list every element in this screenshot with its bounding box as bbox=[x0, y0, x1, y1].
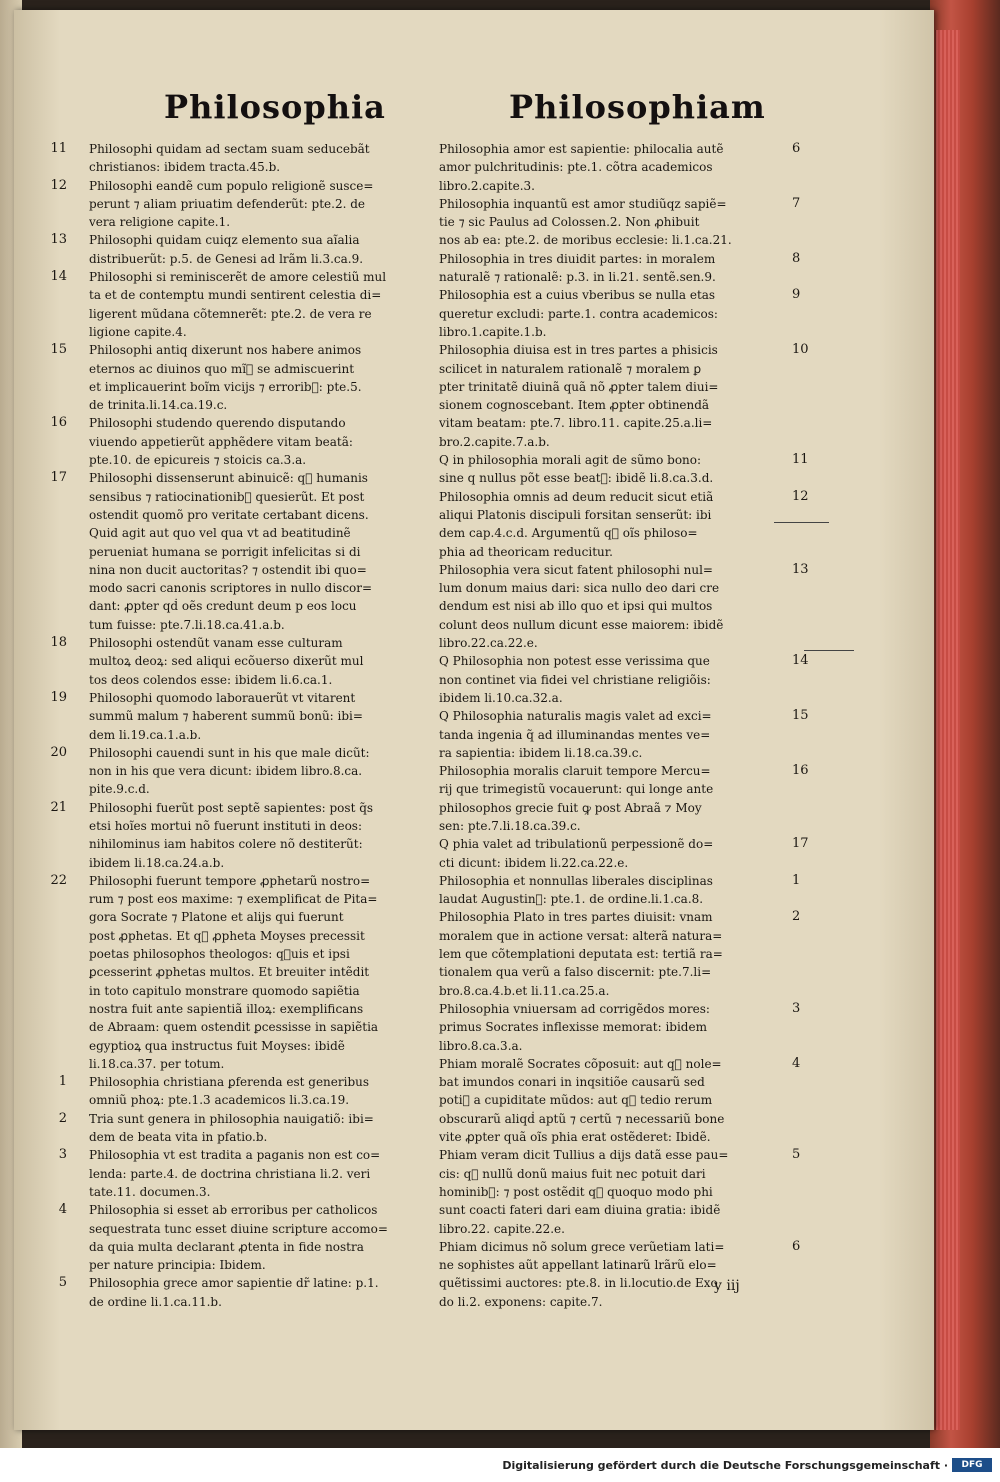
entry-number: 4 bbox=[58, 1202, 67, 1218]
entry-line: bro.2.capite.7.a.b. bbox=[439, 434, 550, 449]
index-entry bbox=[439, 561, 809, 652]
entry-number: 3 bbox=[58, 1147, 67, 1163]
entry-line: sensibus ⁊ ratiocinationib᷒ quesierũt. Et post bbox=[89, 489, 365, 504]
entry-line: nostra fuit ante sapientiã illoꝝ: exemplificans bbox=[89, 1001, 364, 1016]
entry-number: 14 bbox=[50, 269, 67, 285]
entry-number: 2 bbox=[58, 1110, 67, 1126]
entry-line: Philosophi si reminiscerẽt de amore celestiũ mul bbox=[89, 270, 387, 285]
index-entry bbox=[439, 195, 801, 250]
entry-line: vitam beatam: pte.7. libro.11. capite.25.a.li= bbox=[439, 416, 713, 431]
entry-line: Phiam dicimus nõ solum grece verũetiam lati= bbox=[439, 1239, 725, 1254]
index-entry bbox=[439, 1055, 801, 1146]
entry-line: gora Socrate ⁊ Platone et alijs qui fuerunt bbox=[89, 910, 344, 925]
index-entry bbox=[439, 140, 801, 195]
entry-line: tate.11. documen.3. bbox=[89, 1184, 211, 1199]
entry-line: Philosophia omnis ad deum reducit sicut etiã bbox=[439, 489, 714, 504]
entry-number: 8 bbox=[792, 250, 801, 266]
index-entry bbox=[439, 835, 809, 872]
entry-line: summũ malum ⁊ haberent summũ bonũ: ibi= bbox=[89, 709, 363, 724]
entry-line: tanda ingenia q̃ ad illuminandas mentes ve= bbox=[439, 727, 711, 742]
entry-number: 7 bbox=[792, 195, 801, 211]
entry-line: sionem cognoscebant. Item ꝓpter obtinendã bbox=[439, 398, 710, 413]
entry-line: Q phia valet ad tribulationũ perpessionẽ do= bbox=[439, 837, 714, 852]
entry-line: dem li.19.ca.1.a.b. bbox=[89, 727, 202, 742]
entry-number: 6 bbox=[792, 141, 801, 156]
entry-line: christianos: ibidem tracta.45.b. bbox=[89, 160, 281, 175]
entry-line: ne sophistes aũt appellant latinarũ lrãrũ elo= bbox=[439, 1258, 717, 1273]
entry-line: eternos ac diuinos quo mĩ᷒ se admiscuerint bbox=[89, 361, 355, 376]
entry-line: tos deos colendos esse: ibidem li.6.ca.1. bbox=[89, 672, 333, 687]
entry-line: Philosophi eandẽ cum populo religionẽ susce= bbox=[89, 178, 374, 193]
footer-credit: Digitalisierung gefördert durch die Deutsche Forschungsgemeinschaft · bbox=[502, 1459, 948, 1472]
entry-line: etsi hoĩes mortui nõ fuerunt instituti in deos: bbox=[89, 818, 363, 833]
entry-line: ibidem li.18.ca.24.a.b. bbox=[89, 855, 225, 870]
index-entry bbox=[50, 231, 439, 268]
entry-line: cti dicunt: ibidem li.22.ca.22.e. bbox=[439, 855, 629, 870]
entry-line: multoꝝ deoꝝ: sed aliqui ecõuerso dixerũt mul bbox=[89, 654, 364, 669]
margin-mark bbox=[804, 650, 854, 651]
entry-line: scilicet in naturalem rationalẽ ⁊ moralem ꝑ bbox=[439, 361, 702, 376]
entry-line: distribuerũt: p.5. de Genesi ad lrãm li.3.ca.9. bbox=[89, 251, 364, 266]
dfg-logo: DFG bbox=[952, 1458, 992, 1472]
index-entry bbox=[58, 1146, 439, 1201]
index-entry bbox=[50, 872, 439, 1073]
entry-line: Philosophia vniuersam ad corrigẽdos mores: bbox=[439, 1001, 710, 1016]
entry-line: per nature principia: Ibidem. bbox=[89, 1258, 266, 1273]
entry-number: 16 bbox=[50, 415, 67, 431]
entry-line: Philosophia Plato in tres partes diuisit: vnam bbox=[439, 910, 713, 925]
index-entry bbox=[50, 140, 439, 177]
entry-line: philosophos grecie fuit ꝙ post Abraã ⁊ Moy bbox=[439, 800, 702, 815]
entry-number: 21 bbox=[50, 799, 67, 815]
left-column bbox=[50, 140, 439, 1311]
entry-line: rij que trimegistũ vocauerunt: qui longe ante bbox=[439, 782, 714, 797]
entry-line: Philosophi ostendũt vanam esse culturam bbox=[89, 636, 343, 651]
right-column bbox=[439, 140, 809, 1311]
entry-line: vite ꝓpter quã oĩs phia erat ostẽderet: Ibidẽ. bbox=[439, 1130, 711, 1145]
entry-line: nos ab ea: pte.2. de moribus ecclesie: li.1.ca.21. bbox=[439, 233, 732, 248]
entry-line: lum donum maius dari: sica nullo deo dari cre bbox=[439, 581, 720, 596]
entry-number: 19 bbox=[50, 689, 67, 705]
entry-line: nina non ducit auctoritas? ⁊ ostendit ibi quo= bbox=[89, 562, 367, 577]
entry-line: poetas philosophos theologos: q᷒uis et ipsi bbox=[89, 947, 350, 962]
index-entry bbox=[439, 286, 801, 341]
index-entry bbox=[50, 689, 439, 744]
page-edges bbox=[935, 30, 960, 1430]
entry-line: lenda: parte.4. de doctrina christiana li.2. veri bbox=[89, 1166, 371, 1181]
entry-line: in toto capitulo monstrare quomodo sapiẽtia bbox=[89, 983, 360, 998]
entry-line: ꝑcesserint ꝓphetas multos. Et breuiter intẽdit bbox=[89, 965, 370, 980]
entry-line: Philosophi quomodo laborauerũt vt vitarent bbox=[89, 690, 356, 705]
entry-line: Tria sunt genera in philosophia nauigatiõ: ibi= bbox=[89, 1111, 374, 1126]
entry-line: Q Philosophia naturalis magis valet ad exci= bbox=[439, 709, 712, 724]
entry-line: queretur excludi: parte.1. contra academicos: bbox=[439, 306, 718, 321]
entry-line: colunt deos nullum dicunt esse maiorem: ibidẽ bbox=[439, 617, 724, 632]
index-entry bbox=[50, 268, 439, 341]
entry-line: Phiam moralẽ Socrates cõposuit: aut q᷒ nole= bbox=[439, 1056, 722, 1071]
entry-line: pite.9.c.d. bbox=[89, 782, 150, 797]
index-entry bbox=[58, 1274, 439, 1311]
index-entry bbox=[439, 1146, 801, 1237]
entry-line: Philosophi antiq dixerunt nos habere animos bbox=[89, 343, 362, 358]
index-entry bbox=[439, 250, 801, 287]
entry-line: dem de beata vita in pfatio.b. bbox=[89, 1130, 268, 1145]
entry-line: aliqui Platonis discipuli forsitan senserũt: ibi bbox=[439, 507, 712, 522]
entry-line: libro.22.ca.22.e. bbox=[439, 636, 538, 651]
index-entry bbox=[58, 1110, 439, 1147]
entry-line: ligerent mũdana cõtemnerẽt: pte.2. de vera re bbox=[89, 306, 372, 321]
entry-line: Philosophi dissenserunt abinuicẽ: q᷒ humanis bbox=[89, 471, 368, 486]
entry-number: 17 bbox=[792, 836, 809, 852]
entry-number: 1 bbox=[792, 872, 801, 888]
entry-line: sequestrata tunc esset diuine scripture accomo= bbox=[89, 1221, 388, 1236]
entry-line: de ordine li.1.ca.11.b. bbox=[89, 1294, 222, 1309]
entry-line: ra sapientia: ibidem li.18.ca.39.c. bbox=[439, 745, 643, 760]
entry-line: da quia multa declarant ꝓtenta in fide nostra bbox=[89, 1239, 364, 1254]
entry-number: 9 bbox=[792, 287, 801, 303]
signature-mark: y iij bbox=[714, 1278, 740, 1294]
entry-line: libro.22. capite.22.e. bbox=[439, 1221, 565, 1236]
entry-line: modo sacri canonis scriptores in nullo discor= bbox=[89, 581, 373, 596]
entry-number: 15 bbox=[50, 342, 67, 358]
entry-line: ibidem li.10.ca.32.a. bbox=[439, 690, 563, 705]
entry-line: Philosophia amor est sapientie: philocalia autẽ bbox=[439, 142, 724, 156]
entry-number: 20 bbox=[50, 744, 67, 760]
entry-line: Q Philosophia non potest esse verissima que bbox=[439, 654, 710, 669]
entry-number: 16 bbox=[792, 763, 809, 779]
entry-line: Philosophia diuisa est in tres partes a phisicis bbox=[439, 343, 718, 358]
entry-line: Philosophia vera sicut fatent philosophi nul= bbox=[439, 562, 713, 577]
entry-line: sunt coacti fateri dari eam diuina gratia: ibidẽ bbox=[439, 1203, 721, 1218]
entry-line: de trinita.li.14.ca.19.c. bbox=[89, 398, 228, 413]
entry-line: libro.1.capite.1.b. bbox=[439, 324, 547, 339]
entry-line: Philosophia est a cuius vberibus se nulla etas bbox=[439, 288, 716, 303]
entry-number: 18 bbox=[50, 635, 67, 651]
entry-line: tum fuisse: pte.7.li.18.ca.41.a.b. bbox=[89, 617, 285, 632]
entry-number: 22 bbox=[50, 872, 67, 888]
entry-line: de Abraam: quem ostendit ꝑcessisse in sapiẽtia bbox=[89, 1020, 379, 1035]
entry-line: Philosophia moralis claruit tempore Mercu= bbox=[439, 764, 711, 779]
entry-number: 15 bbox=[792, 708, 809, 724]
entry-line: sine q nullus põt esse beat᷒: ibidẽ li.8.ca.3.d. bbox=[439, 471, 714, 486]
entry-line: Phiam veram dicit Tullius a dijs datã esse pau= bbox=[439, 1148, 729, 1163]
index-entry bbox=[439, 341, 809, 451]
entry-line: li.18.ca.37. per totum. bbox=[89, 1056, 225, 1071]
entry-line: perueniat humana se porrigit infelicitas si di bbox=[89, 544, 361, 559]
entry-line: Philosophi quidam cuiqz elemento sua aĩalia bbox=[89, 233, 360, 248]
index-entry bbox=[439, 652, 809, 707]
entry-number: 11 bbox=[792, 452, 809, 468]
entry-line: lem que cõtemplationi deputata est: tertiã ra= bbox=[439, 947, 723, 962]
index-entry bbox=[58, 1201, 439, 1274]
entry-number: 6 bbox=[792, 1238, 801, 1254]
index-entry bbox=[50, 177, 439, 232]
margin-mark bbox=[774, 522, 829, 523]
entry-number: 14 bbox=[792, 653, 809, 669]
entry-line: omniũ phoꝝ: pte.1.3 academicos li.3.ca.19. bbox=[89, 1093, 350, 1108]
entry-line: Philosophia christiana ꝑferenda est generibus bbox=[89, 1075, 370, 1090]
entry-line: vera religione capite.1. bbox=[89, 215, 231, 230]
entry-line: amor pulchritudinis: pte.1. cõtra academicos bbox=[439, 160, 713, 175]
entry-line: perunt ⁊ aliam priuatim defenderũt: pte.2. de bbox=[89, 196, 366, 211]
entry-number: 17 bbox=[50, 470, 67, 486]
entry-line: hominib᷒: ⁊ post ostẽdit q᷒ quoquo modo phi bbox=[439, 1184, 713, 1199]
entry-line: post ꝓphetas. Et q᷒ ꝓpheta Moyses precessit bbox=[89, 928, 365, 943]
entry-number: 12 bbox=[50, 177, 67, 193]
entry-number: 4 bbox=[792, 1055, 801, 1071]
index-entry bbox=[439, 451, 809, 488]
entry-number: 10 bbox=[792, 342, 809, 358]
index-entry bbox=[439, 488, 809, 561]
entry-line: egyptioꝝ qua instructus fuit Moyses: ibidẽ bbox=[89, 1038, 345, 1053]
entry-line: dant: ꝓpter qḋ oẽs credunt deum p eos locu bbox=[89, 599, 357, 614]
index-entry bbox=[439, 1000, 801, 1055]
entry-number: 1 bbox=[58, 1074, 67, 1090]
entry-line: quẽtissimi auctores: pte.8. in li.locutio.de Exo bbox=[439, 1276, 718, 1291]
entry-line: ostendit quomõ pro veritate certabant dicens. bbox=[89, 507, 369, 522]
index-entry bbox=[58, 1073, 439, 1110]
entry-line: Philosophia in tres diuidit partes: in moralem bbox=[439, 251, 716, 266]
entry-line: pte.10. de epicureis ⁊ stoicis ca.3.a. bbox=[89, 453, 307, 468]
entry-line: cis: q᷒ nullũ donũ maius fuit nec potuit dari bbox=[439, 1166, 706, 1181]
index-entry bbox=[439, 1238, 801, 1311]
entry-line: Philosophia inquantũ est amor studiũqz sapiẽ= bbox=[439, 196, 727, 211]
running-head-right: Philosophiam bbox=[509, 88, 766, 126]
entry-line: ligione capite.4. bbox=[89, 324, 187, 339]
entry-number: 12 bbox=[792, 488, 809, 504]
entry-line: laudat Augustin᷒: pte.1. de ordine.li.1.ca.8. bbox=[439, 892, 704, 907]
entry-line: obscurarũ aliqḋ aptũ ⁊ certũ ⁊ necessariũ bone bbox=[439, 1111, 725, 1126]
entry-line: sen: pte.7.li.18.ca.39.c. bbox=[439, 818, 581, 833]
entry-line: Philosophi fuerũt post septẽ sapientes: post q̃s bbox=[89, 800, 374, 815]
entry-line: Philosophia et nonnullas liberales disciplinas bbox=[439, 873, 713, 888]
index-entry bbox=[50, 799, 439, 872]
entry-number: 11 bbox=[50, 141, 67, 156]
entry-line: rum ⁊ post eos maxime: ⁊ exemplificat de Pita= bbox=[89, 892, 378, 907]
entry-line: Quid agit aut quo vel qua vt ad beatitudinẽ bbox=[89, 526, 351, 541]
entry-line: phia ad theoricam reducitur. bbox=[439, 544, 613, 559]
entry-number: 2 bbox=[792, 909, 801, 925]
entry-number: 13 bbox=[792, 561, 809, 577]
entry-line: libro.8.ca.3.a. bbox=[439, 1038, 523, 1053]
entry-line: bat imundos conari in inqsitiõe causarũ sed bbox=[439, 1075, 705, 1090]
entry-number: 3 bbox=[792, 1000, 801, 1016]
entry-line: Philosophia si esset ab erroribus per catholicos bbox=[89, 1203, 378, 1218]
entry-line: ta et de contemptu mundi sentirent celestia di= bbox=[89, 288, 382, 303]
index-entry bbox=[439, 762, 809, 835]
entry-line: pter trinitatẽ diuinã quã nõ ꝓpter talem diui= bbox=[439, 379, 719, 394]
entry-line: moralem que in actione versat: alterã natura= bbox=[439, 928, 723, 943]
entry-line: viuendo appetierũt apphẽdere vitam beatã: bbox=[89, 434, 353, 449]
entry-line: primus Socrates inflexisse memorat: ibidem bbox=[439, 1020, 707, 1035]
entry-line: Q in philosophia morali agit de sũmo bono: bbox=[439, 453, 702, 468]
printed-page bbox=[14, 10, 934, 1430]
entry-line: nihilominus iam habitos colere nõ destiterũt: bbox=[89, 837, 363, 852]
entry-line: Philosophia vt est tradita a paganis non est co= bbox=[89, 1148, 381, 1163]
index-entry bbox=[50, 469, 439, 634]
entry-line: Philosophi cauendi sunt in his que male dicũt: bbox=[89, 745, 370, 760]
entry-number: 5 bbox=[58, 1275, 67, 1291]
entry-number: 13 bbox=[50, 232, 67, 248]
entry-line: do li.2. exponens: capite.7. bbox=[439, 1294, 603, 1309]
entry-line: dendum est nisi ab illo quo et ipsi qui multos bbox=[439, 599, 713, 614]
footer-bar bbox=[0, 1448, 1000, 1482]
entry-line: non in his que vera dicunt: ibidem libro.8.ca. bbox=[89, 764, 363, 779]
entry-line: bro.8.ca.4.b.et li.11.ca.25.a. bbox=[439, 983, 610, 998]
entry-line: tionalem qua verũ a falso discernit: pte.7.li= bbox=[439, 965, 712, 980]
entry-line: Philosophi quidam ad sectam suam seducebãt bbox=[89, 142, 370, 156]
entry-line: poti᷒ a cupiditate mũdos: aut q᷒ tedio rerum bbox=[439, 1093, 713, 1108]
entry-line: Philosophia grece amor sapientie dr̃ latine: p.1. bbox=[89, 1276, 379, 1291]
entry-line: libro.2.capite.3. bbox=[439, 178, 535, 193]
index-entry bbox=[50, 414, 439, 469]
entry-line: dem cap.4.c.d. Argumentũ q᷒ oĩs philoso= bbox=[439, 526, 698, 541]
index-entry bbox=[439, 908, 801, 999]
entry-line: Philosophi fuerunt tempore ꝓphetarũ nostro= bbox=[89, 873, 371, 888]
index-entry bbox=[439, 707, 809, 762]
entry-line: tie ⁊ sic Paulus ad Colossen.2. Non ꝓhibuit bbox=[439, 215, 700, 230]
index-entry bbox=[50, 341, 439, 414]
index-entry bbox=[50, 744, 439, 799]
index-entry bbox=[50, 634, 439, 689]
running-head-left: Philosophia bbox=[164, 88, 386, 126]
entry-line: non continet via fidei vel christiane religiõis: bbox=[439, 672, 711, 687]
entry-line: et implicauerint boĩm vicijs ⁊ errorib᷒: pte.5. bbox=[89, 379, 362, 394]
entry-number: 5 bbox=[792, 1147, 801, 1163]
index-entry bbox=[439, 872, 801, 909]
entry-line: naturalẽ ⁊ rationalẽ: p.3. in li.21. sentẽ.sen.9. bbox=[439, 270, 716, 285]
entry-line: Philosophi studendo querendo disputando bbox=[89, 416, 346, 431]
